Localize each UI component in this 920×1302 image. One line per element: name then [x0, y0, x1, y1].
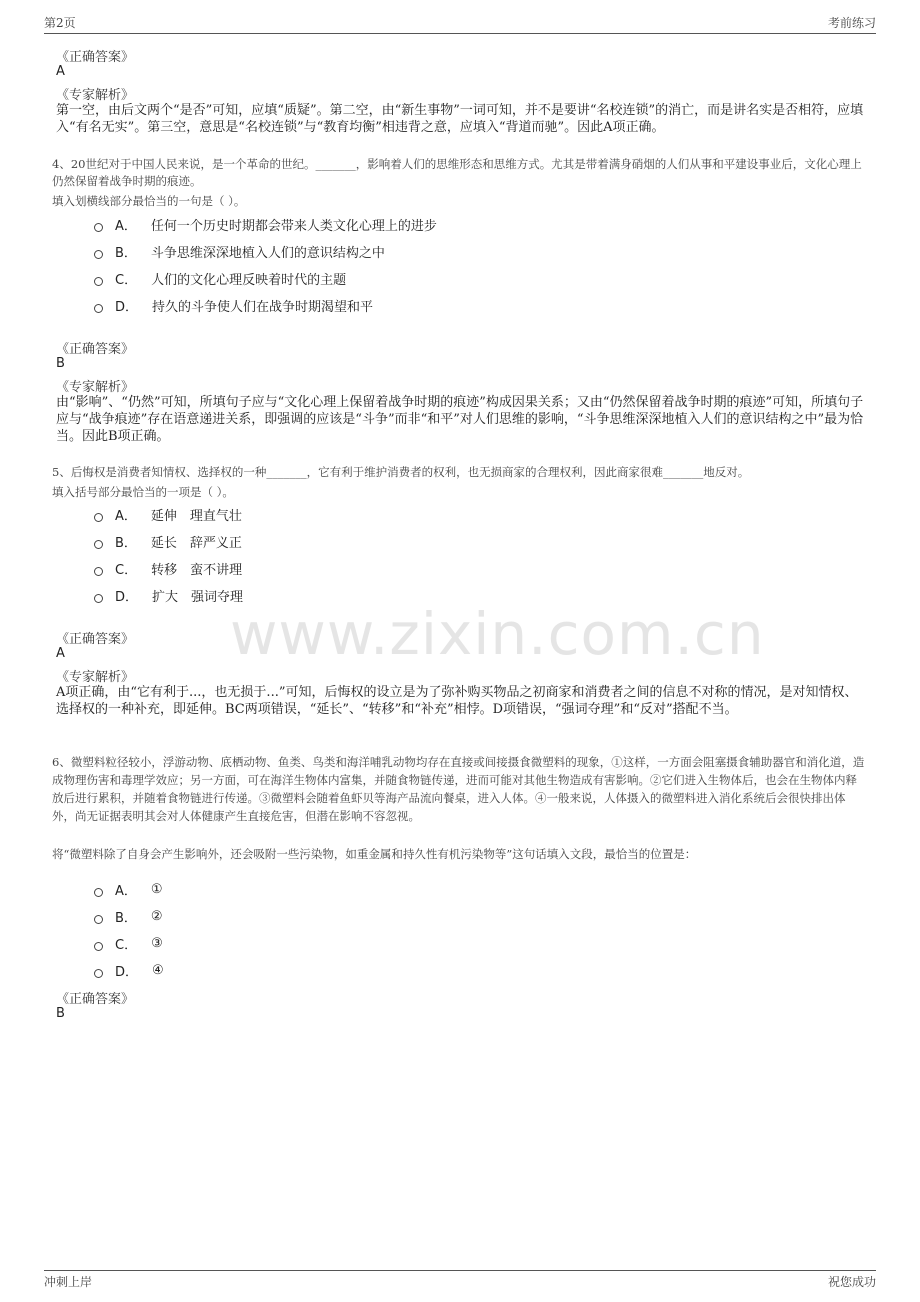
option-text: 延长 辞严义正	[150, 536, 242, 551]
radio-icon[interactable]	[94, 888, 103, 897]
radio-icon[interactable]	[94, 567, 103, 576]
answer-value: B	[56, 356, 65, 371]
option-text: 延伸 理直气壮	[150, 509, 242, 524]
option-d[interactable]	[94, 961, 164, 980]
option-text: 人们的文化心理反映着时代的主题	[151, 273, 347, 288]
answer-label: 《正确答案》	[56, 50, 135, 65]
footer-rule	[44, 1270, 876, 1271]
option-text: 转移 蛮不讲理	[151, 563, 243, 578]
header-title: 考前练习	[827, 16, 876, 30]
option-key: C．	[115, 563, 138, 578]
answer-value: A	[56, 64, 65, 79]
question-stem: 5、后悔权是消费者知情权、选择权的一种_______，它有利于维护消费者的权利，也无损商家的合理权利，因此商家很难_______地反对。	[52, 465, 750, 479]
option-text: 斗争思维深深地植入人们的意识结构之中	[150, 246, 385, 261]
answer-label: 《正确答案》	[56, 992, 135, 1007]
option-b[interactable]	[94, 907, 163, 926]
footer-right: 祝您成功	[827, 1275, 876, 1289]
radio-icon[interactable]	[94, 969, 103, 978]
radio-icon[interactable]	[94, 594, 103, 603]
answer-value: A	[56, 646, 65, 661]
radio-icon[interactable]	[94, 513, 103, 522]
option-d[interactable]	[94, 586, 243, 605]
option-c[interactable]	[94, 559, 242, 578]
question-stem: 6、微塑料粒径较小，浮游动物、底栖动物、鱼类、鸟类和海洋哺乳动物均存在直接或间接摄食微塑料的现象，①这样，一方面会阻塞摄食辅助器官和消化道，造成物理伤害和毒理学效应；另一方面，可在海洋生物体内富集，并随食物链传递，进而可能对其他生物造成有害影响。②它们进入生物体后，也会在生物体内释放后进行累积，并随着食物链进行传递。③微塑料会随着鱼虾贝等海产品流向餐桌，进入人体。④一般来说，人体摄入的微塑料进入消化系统后会很快排出体外，尚无证据表明其会对人体健康产生直接危害，但潜在影响不容忽视。	[52, 755, 865, 823]
option-text: 扩大 强词夺理	[152, 590, 244, 605]
option-b[interactable]	[94, 532, 242, 551]
option-text: 任何一个历史时期都会带来人类文化心理上的进步	[150, 219, 437, 234]
analysis-label: 《专家解析》	[56, 380, 135, 395]
option-key: B．	[115, 911, 137, 926]
option-key: A．	[115, 884, 137, 899]
option-text: ①	[150, 882, 163, 897]
radio-icon[interactable]	[94, 915, 103, 924]
analysis-label: 《专家解析》	[56, 88, 135, 103]
analysis-text: 第一空，由后文两个“是否”可知，应填“质疑”。第二空，由“新生事物”一词可知，并不是要讲“名校连锁”的消亡，而是讲名实是否相符，应填入“有名无实”。第三空，意思是“名校连锁”与“教育均衡”相违背之意，应填入“背道而驰”。因此A项正确。	[56, 103, 864, 135]
option-text: ④	[152, 963, 164, 978]
analysis-text: A项正确，由“它有利于...，也无损于...”可知，后悔权的设立是为了弥补购买物品之初商家和消费者之间的信息不对称的情况，是对知情权、选择权的一种补充，即延伸。BC两项错误，“延长”、“转移”和“补充”相悖。D项错误，“强词夺理”和“反对”搭配不当。	[56, 685, 858, 717]
option-c[interactable]	[94, 934, 163, 953]
option-d[interactable]	[94, 296, 373, 315]
footer-left: 冲刺上岸	[44, 1275, 93, 1289]
page-header	[44, 14, 876, 32]
radio-icon[interactable]	[94, 277, 103, 286]
answer-value: B	[56, 1006, 65, 1021]
page-footer	[44, 1273, 876, 1291]
answer-label: 《正确答案》	[56, 342, 135, 357]
option-text: 持久的斗争使人们在战争时期渴望和平	[152, 300, 374, 315]
option-key: D．	[115, 965, 139, 980]
option-b[interactable]	[94, 242, 385, 261]
option-c[interactable]	[94, 269, 346, 288]
radio-icon[interactable]	[94, 540, 103, 549]
header-rule	[44, 33, 876, 34]
option-key: C．	[115, 273, 138, 288]
analysis-label: 《专家解析》	[56, 670, 135, 685]
option-text: ③	[151, 936, 163, 951]
option-key: D．	[115, 590, 139, 605]
option-a[interactable]	[94, 215, 437, 234]
question-prompt: 将“微塑料除了自身会产生影响外，还会吸附一些污染物，如重金属和持久性有机污染物等”这句话填入文段，最恰当的位置是：	[52, 847, 697, 861]
watermark: www.zixin.com.cn	[230, 600, 765, 668]
option-key: D．	[115, 300, 139, 315]
question-prompt: 填入划横线部分最恰当的一句是（ ）。	[52, 194, 246, 208]
radio-icon[interactable]	[94, 304, 103, 313]
option-key: C．	[115, 938, 138, 953]
option-a[interactable]	[94, 880, 163, 899]
option-a[interactable]	[94, 505, 242, 524]
option-text: ②	[150, 909, 163, 924]
page-number: 第2页	[44, 16, 76, 30]
radio-icon[interactable]	[94, 223, 103, 232]
answer-label: 《正确答案》	[56, 632, 135, 647]
question-stem: 4、20世纪对于中国人民来说，是一个革命的世纪。_______，影响着人们的思维形态和思维方式。尤其是带着满身硝烟的人们从事和平建设事业后，文化心理上仍然保留着战争时期的痕迹。	[52, 157, 862, 188]
option-key: B．	[115, 246, 137, 261]
analysis-text: 由“影响”、“仍然”可知，所填句子应与“文化心理上保留着战争时期的痕迹”构成因果关系；又由“仍然保留着战争时期的痕迹”可知，所填句子应与“战争痕迹”存在语意递进关系，即强调的应该是“斗争”而非“和平”对人们思维的影响，“斗争思维深深地植入人们的意识结构之中”最为恰当。因此B项正确。	[56, 395, 864, 444]
radio-icon[interactable]	[94, 250, 103, 259]
option-key: B．	[115, 536, 137, 551]
radio-icon[interactable]	[94, 942, 103, 951]
option-key: A．	[115, 219, 137, 234]
question-prompt: 填入括号部分最恰当的一项是（ ）。	[52, 485, 234, 499]
option-key: A．	[115, 509, 137, 524]
